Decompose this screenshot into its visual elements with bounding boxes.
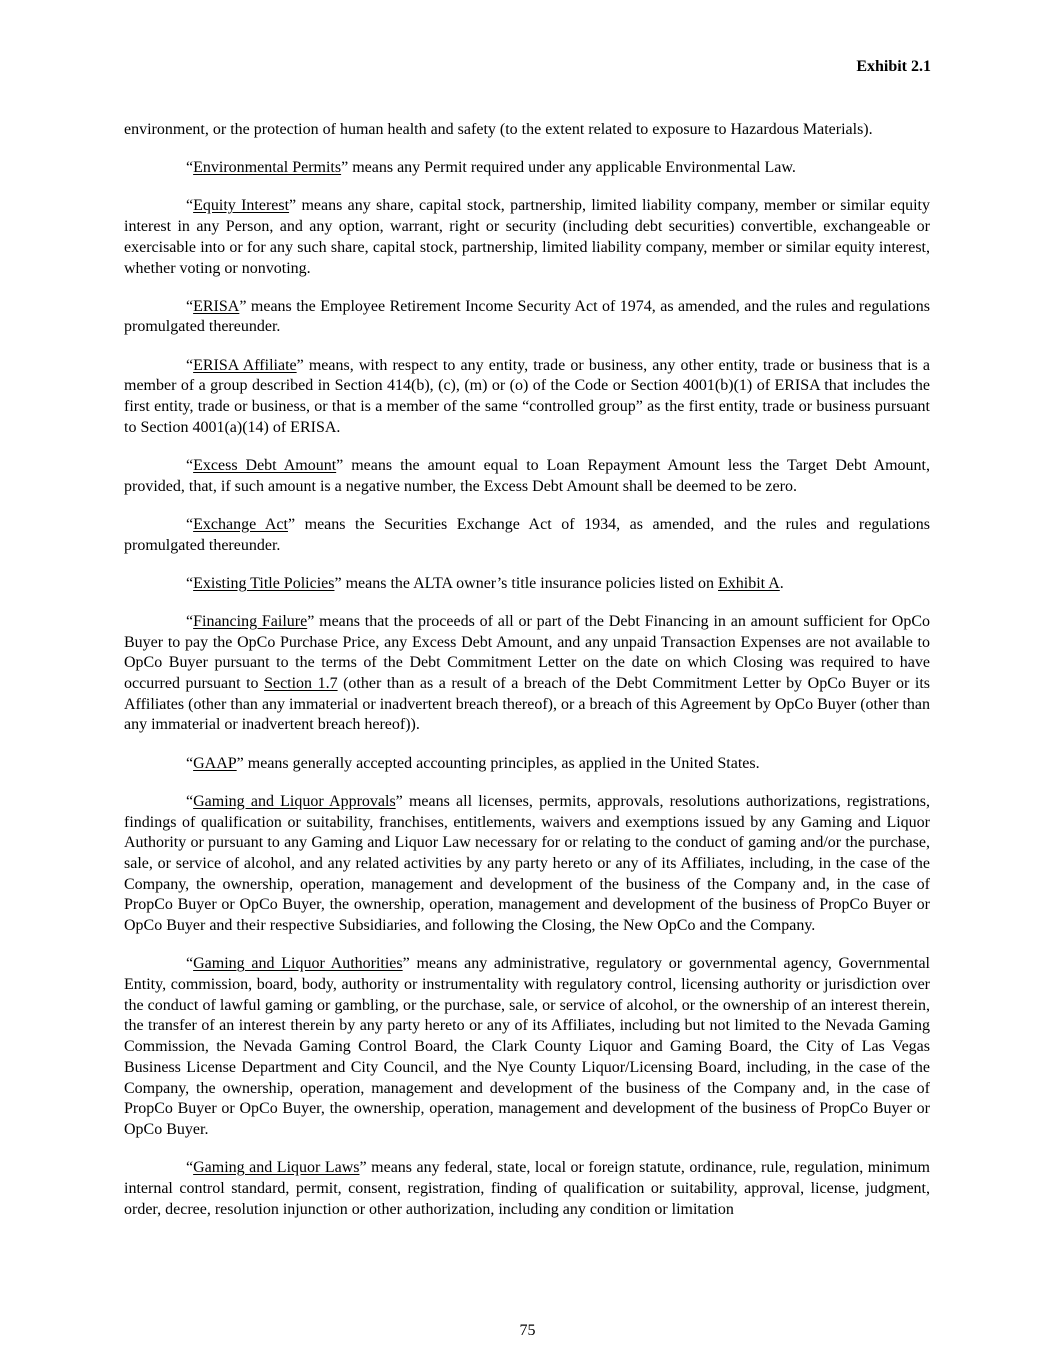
defined-term: Existing Title Policies	[193, 574, 335, 592]
open-quote: “	[186, 1159, 194, 1177]
paragraph-text: environment, or the protection of human health and safety (to the extent related to exposure to Hazardous Materials).	[124, 121, 873, 138]
definition-equity-interest	[124, 196, 930, 279]
open-quote: “	[186, 754, 194, 772]
open-quote: “	[186, 955, 194, 973]
definition-existing-title-policies	[124, 574, 930, 595]
open-quote: “	[186, 574, 194, 592]
definition-gaming-liquor-authorities	[124, 954, 930, 1140]
definition-exchange-act	[124, 515, 930, 556]
definition-text: ” means generally accepted accounting principles, as applied in the United States.	[236, 754, 760, 772]
definition-text: ” means that the proceeds of all or part of the Debt Financing in an amount sufficient for OpCo Buyer to pay the OpCo Purchase Price, any Excess Debt Amount, and any unpaid Transaction Expenses are not available to OpCo Buyer pursuant to the terms of the Debt Commitment Letter on the date on which Closing was required to have occurred pursuant to	[124, 612, 931, 693]
cross-reference: Section 1.7	[264, 675, 338, 693]
definition-erisa	[124, 297, 930, 338]
definition-text: ” means any federal, state, local or foreign statute, ordinance, rule, regulation, minimum internal control standard, permit, consent, registration, finding of qualification or suitability, approval, license, judgment, order, decree, resolution injunction or other authorization, including any condition or limitation	[124, 1159, 930, 1218]
definition-text: ” means all licenses, permits, approvals, resolutions authorizations, registrations, findings of qualification or suitability, franchises, entitlements, waivers and exemptions issued by any Gaming and Liquor Authority or pursuant to any Gaming and Liquor Law necessary for or relating to the conduct of gaming and/or the purchase, sale, or service of alcohol, and any related activities by any party hereto or any of its Affiliates, including, in the case of the Company, the ownership, operation, management and development of the business of the Company and, in the case of PropCo Buyer or OpCo Buyer, the ownership, operation, management and development of the business of PropCo Buyer or OpCo Buyer and their respective Subsidiaries, and following the Closing, the New OpCo and the Company.	[124, 792, 931, 935]
open-quote: “	[186, 356, 194, 374]
open-quote: “	[186, 792, 194, 810]
defined-term: Gaming and Liquor Approvals	[193, 792, 396, 810]
defined-term: Gaming and Liquor Authorities	[193, 955, 403, 973]
open-quote: “	[186, 612, 194, 630]
definition-text: ” means the amount equal to Loan Repayment Amount less the Target Debt Amount, provided, that, if such amount is a negative number, the Excess Debt Amount shall be deemed to be zero.	[124, 456, 930, 495]
page-number: 75	[519, 1322, 536, 1339]
definition-text: ” means any Permit required under any applicable Environmental Law.	[341, 159, 796, 177]
definition-text: ” means the ALTA owner’s title insurance policies listed on	[334, 574, 718, 592]
definition-environmental-permits	[124, 158, 930, 179]
definition-financing-failure	[124, 612, 930, 736]
definition-gaap	[124, 754, 930, 775]
definition-text: ” means, with respect to any entity, trade or business, any other entity, trade or business that is a member of a group described in Section 414(b), (c), (m) or (o) of the Code or Section 4001(b)(1) of ERISA that includes the first entity, trade or business, or that is a member of the same “controlled group” as the first entity, trade or business pursuant to Section 4001(a)(14) of ERISA.	[124, 356, 931, 436]
definition-gaming-liquor-laws	[124, 1158, 930, 1220]
paragraph-continuation	[124, 120, 930, 141]
open-quote: “	[186, 159, 194, 177]
definition-excess-debt-amount	[124, 456, 930, 497]
open-quote: “	[186, 197, 194, 215]
definition-text: ” means the Employee Retirement Income Security Act of 1974, as amended, and the rules and regulations promulgated thereunder.	[124, 297, 930, 336]
definition-tail: (other than as a result of a breach of the Debt Commitment Letter by OpCo Buyer or its Affiliates (other than any immaterial or inadvertent breach thereof), or a breach of this Agreement by OpCo Buyer (other than any immaterial or inadvertent breach hereof)).	[124, 675, 931, 734]
open-quote: “	[186, 515, 194, 533]
open-quote: “	[186, 297, 194, 315]
definition-gaming-liquor-approvals	[124, 792, 930, 937]
definition-text: ” means any share, capital stock, partnership, limited liability company, member or similar equity interest in any Person, and any option, warrant, right or security (including debt securities) convertible, exchangeable or exercisable into or for any such share, capital stock, partnership, limited liability company, member or similar equity interest, whether voting or nonvoting.	[124, 197, 930, 277]
defined-term: ERISA Affiliate	[193, 356, 297, 374]
defined-term: ERISA	[193, 297, 240, 315]
exhibit-label: Exhibit 2.1	[856, 58, 931, 75]
defined-term: Financing Failure	[193, 612, 308, 630]
open-quote: “	[186, 456, 194, 474]
defined-term: Environmental Permits	[193, 159, 342, 177]
definition-tail: .	[779, 574, 784, 592]
definition-text: ” means the Securities Exchange Act of 1934, as amended, and the rules and regulations promulgated thereunder.	[124, 515, 931, 554]
defined-term: Excess Debt Amount	[193, 456, 337, 474]
defined-term: Gaming and Liquor Laws	[193, 1159, 360, 1177]
document-body	[124, 120, 930, 1220]
definition-erisa-affiliate	[124, 356, 930, 439]
defined-term: Exchange Act	[193, 515, 288, 533]
definition-text: ” means any administrative, regulatory or governmental agency, Governmental Entity, commission, board, body, authority or instrumentality with regulatory control, licensing authority or jurisdiction over the conduct of lawful gaming or gambling, or the purchase, sale, or service of alcohol, or the ownership of an interest therein, the transfer of an interest therein by any party hereto or any of its Affiliates, including but not limited to the Nevada Gaming Commission, the Nevada Gaming Control Board, the Clark County Liquor and Gaming Board, the City of Las Vegas Business License Department and City Council, and the Nye County Liquor/Licensing Board, including, in the case of the Company, the ownership, operation, management and development of the business of the Company and, in the case of PropCo Buyer or OpCo Buyer, the ownership, operation, management and development of the business of PropCo Buyer or OpCo Buyer.	[124, 955, 930, 1138]
defined-term: Equity Interest	[193, 197, 290, 215]
defined-term: GAAP	[193, 754, 237, 772]
cross-reference: Exhibit A	[718, 574, 780, 592]
